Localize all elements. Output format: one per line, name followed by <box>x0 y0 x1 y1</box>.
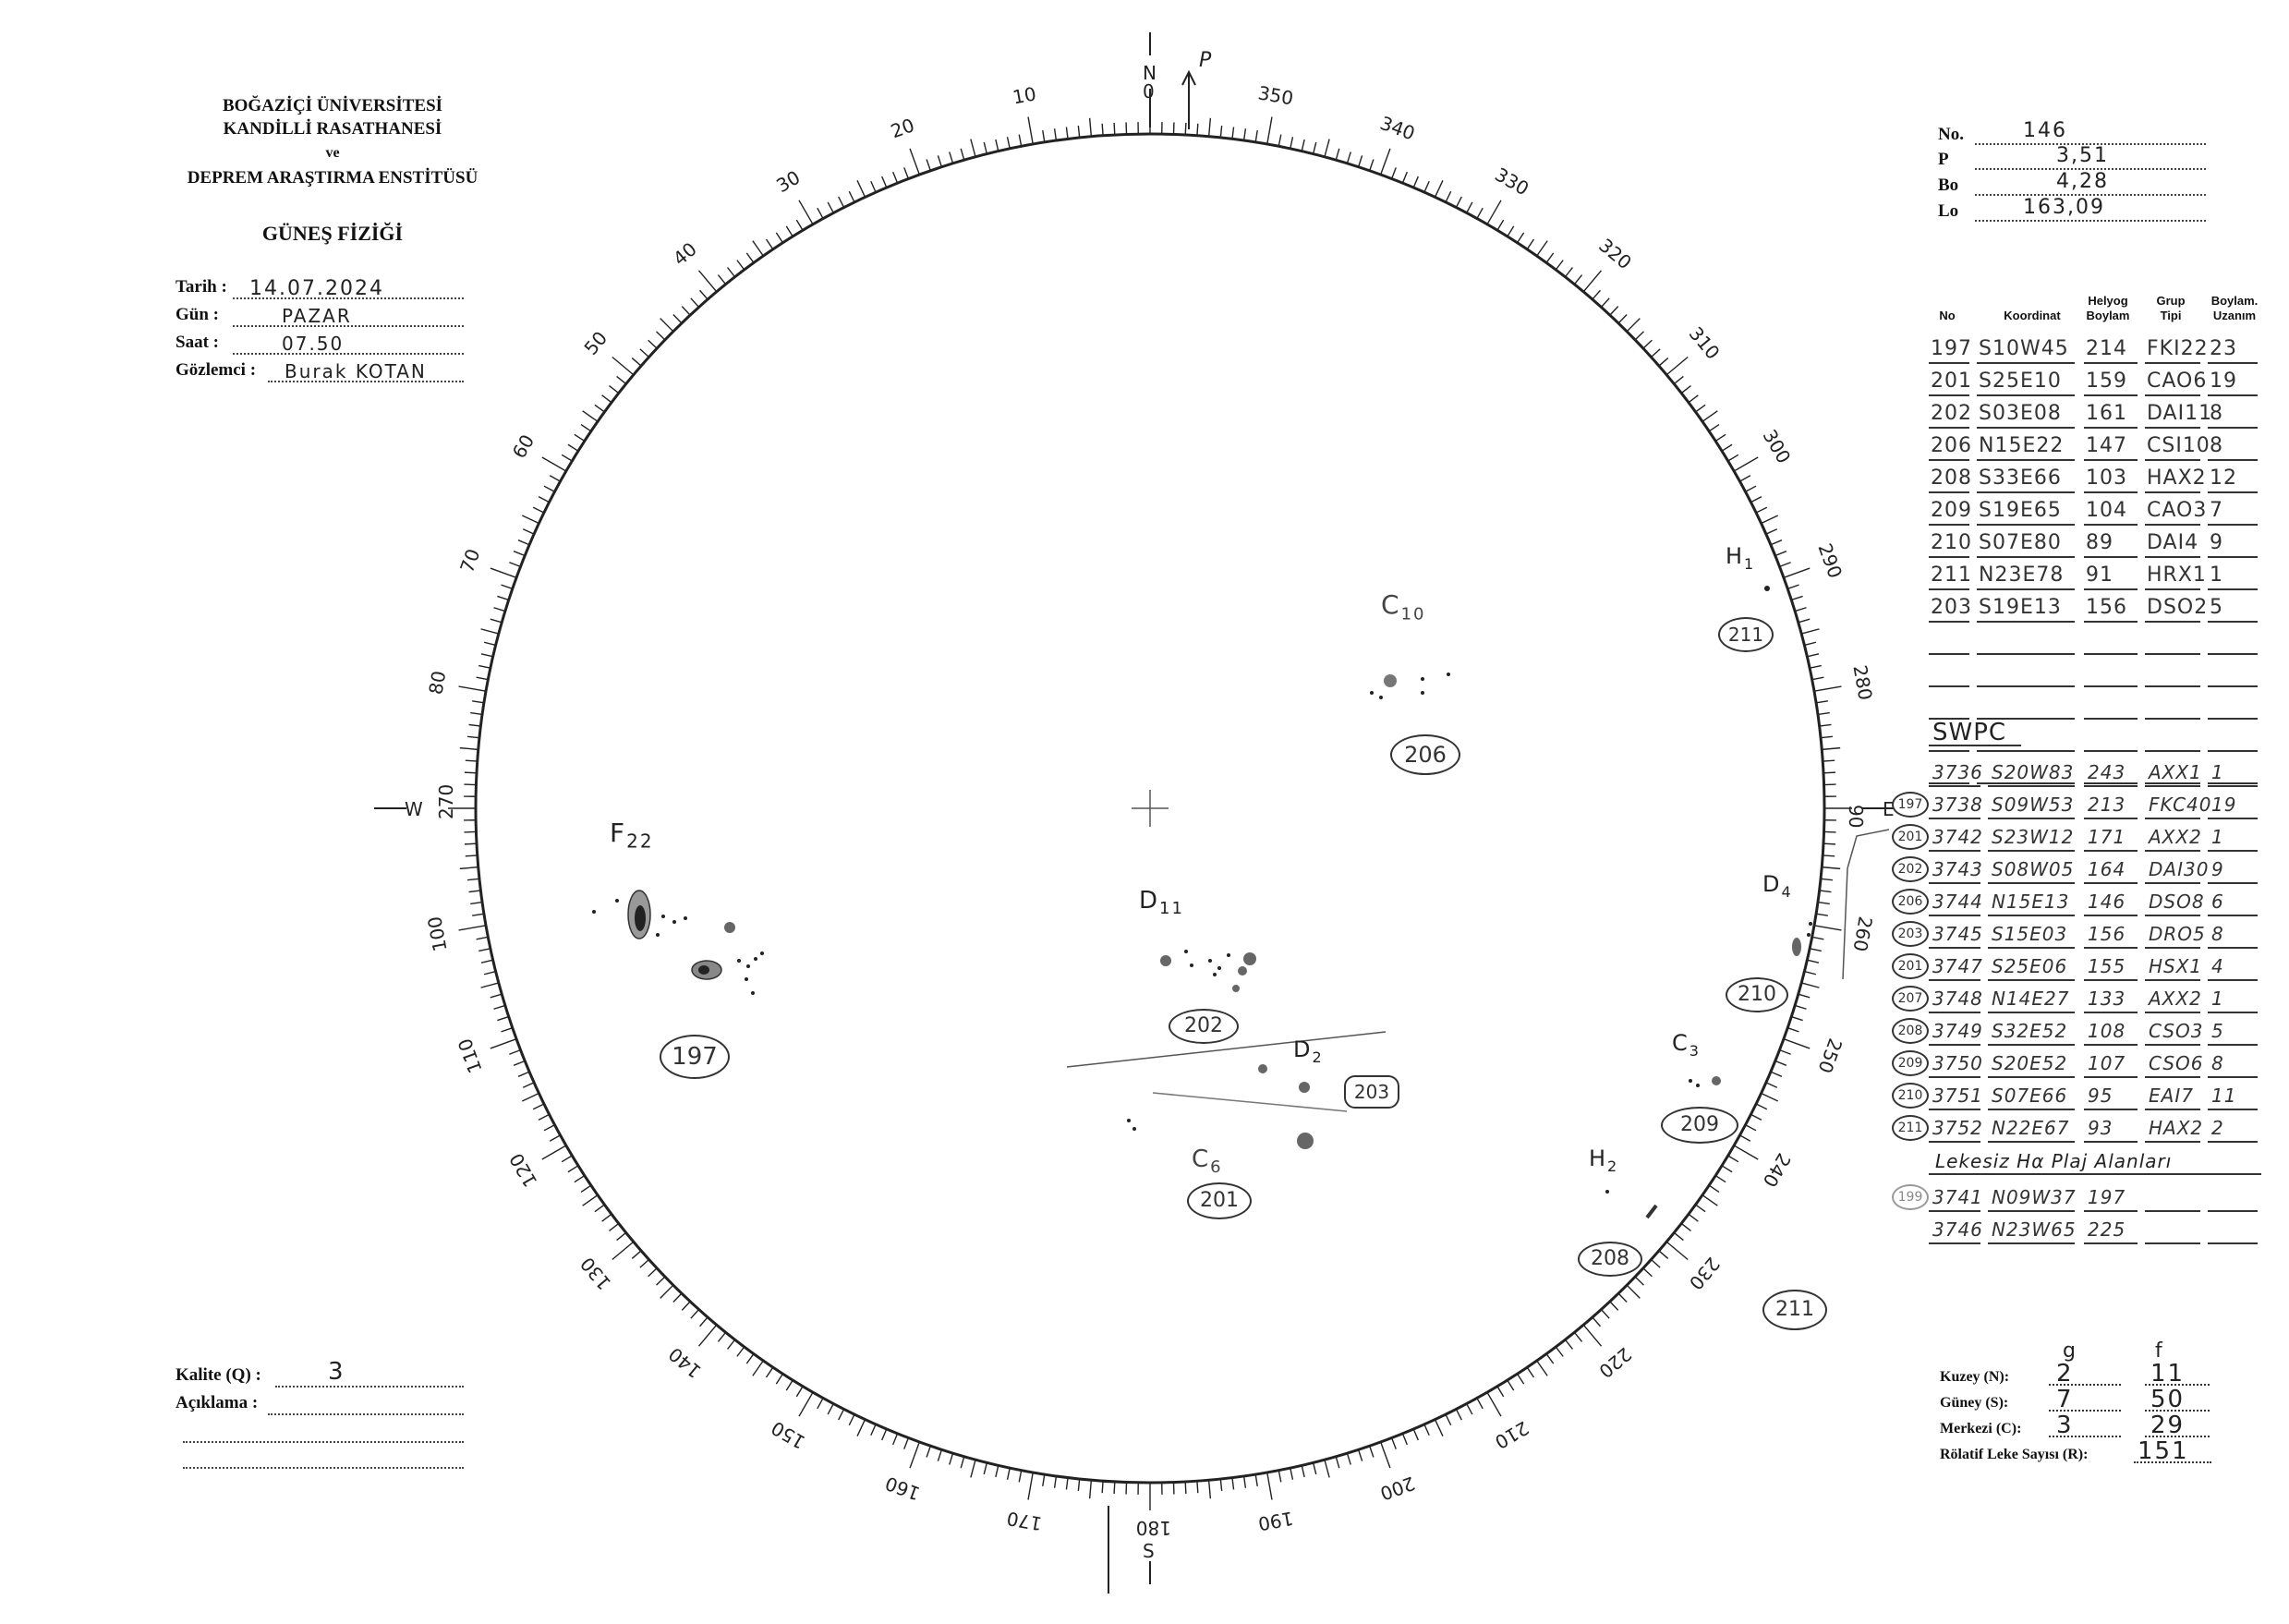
plage-cell-coord: N23W65 <box>1992 1218 2077 1241</box>
relative-number-value: 151 <box>2138 1437 2189 1465</box>
table-cell-ext: 1 <box>2210 564 2223 587</box>
col-no-header: No <box>1939 309 1956 322</box>
group-id-202: 202 <box>1169 1009 1239 1044</box>
swpc-cell-lon: 171 <box>2088 826 2126 848</box>
lo-label: Lo <box>1938 201 1959 221</box>
class-label-206: $C_{10}$ <box>1381 589 1426 624</box>
bo-label: Bo <box>1938 176 1959 195</box>
swpc-row <box>1897 820 2261 852</box>
degree-label: 160 <box>881 1472 924 1506</box>
date-value: 14.07.2024 <box>249 277 384 300</box>
group-id-211-east: 211 <box>1762 1290 1827 1330</box>
swpc-row <box>1897 982 2261 1013</box>
swpc-cell-ext: 19 <box>2211 794 2237 816</box>
swpc-cell-no: 3749 <box>1932 1020 1983 1042</box>
swpc-cell-no: 3750 <box>1932 1052 1983 1074</box>
relative-number-row <box>1940 1437 2263 1471</box>
table-cell-coord: N23E78 <box>1979 564 2065 587</box>
group-id-210: 210 <box>1726 977 1788 1012</box>
no-label: No. <box>1938 125 1964 144</box>
group-id-209: 209 <box>1661 1107 1738 1144</box>
swpc-ref-badge: 197 <box>1892 792 1929 818</box>
counts-f-label: f <box>2155 1339 2164 1363</box>
col-lon-header: Helyog Boylam <box>2086 294 2130 322</box>
table-row <box>1929 365 2261 396</box>
sunspot-group-203 <box>1067 1032 1386 1111</box>
sunspot-group-209 <box>1689 1076 1721 1087</box>
swpc-cell-no: 3743 <box>1932 858 1983 880</box>
swpc-ref-badge: 211 <box>1892 1115 1929 1141</box>
swpc-row <box>1897 853 2261 884</box>
center-count-row <box>1940 1412 2263 1445</box>
plage-row <box>1929 1213 2261 1244</box>
table-cell-type: DSO2 <box>2147 596 2209 619</box>
swpc-cell-lon: 213 <box>2088 794 2126 816</box>
table-row <box>1929 397 2261 429</box>
col-type-header: Grup Tipi <box>2156 294 2186 322</box>
degree-label: 260 <box>1848 915 1877 953</box>
swpc-cell-ext: 9 <box>2211 858 2224 880</box>
degree-label: 170 <box>1005 1507 1044 1535</box>
table-cell-lon: 156 <box>2086 596 2127 619</box>
note-label: Açıklama : <box>176 1393 259 1412</box>
table-cell-ext: 5 <box>2210 596 2223 619</box>
swpc-cell-coord: S07E66 <box>1992 1085 2068 1107</box>
swpc-cell-coord: S32E52 <box>1992 1020 2068 1042</box>
swpc-cell-ext: 6 <box>2211 891 2224 913</box>
group-id-211: 211 <box>1718 617 1774 652</box>
swpc-cell-coord: S15E03 <box>1992 923 2068 945</box>
bo-value: 4,28 <box>2056 170 2109 193</box>
table-cell-coord: S10W45 <box>1979 337 2069 360</box>
quality-value: 3 <box>328 1358 345 1386</box>
swpc-cell-coord: S09W53 <box>1992 794 2075 816</box>
table-row <box>1929 688 2261 720</box>
sunspot-group-202 <box>1160 950 1256 992</box>
swpc-cell-type: AXX2 <box>2149 988 2202 1010</box>
table-cell-ext: 12 <box>2210 467 2237 490</box>
class-label-208: $H_2$ <box>1589 1145 1619 1175</box>
swpc-cell-ext: 2 <box>2211 1117 2224 1139</box>
table-cell-type: CAO3 <box>2147 499 2208 522</box>
degree-label: 230 <box>1684 1253 1725 1294</box>
plage-cell-lon: 225 <box>2088 1218 2126 1241</box>
degree-label: 10 <box>1011 82 1038 109</box>
south-count-row <box>1940 1386 2263 1419</box>
swpc-cell-type: HAX2 <box>2149 1117 2204 1139</box>
swpc-cell-coord: S08W05 <box>1992 858 2075 880</box>
group-id-206: 206 <box>1390 734 1460 775</box>
east-degree: 90 <box>1845 805 1867 829</box>
north-g: 2 <box>2056 1360 2074 1388</box>
degree-label: 280 <box>1848 663 1877 702</box>
observer-label: Gözlemci : <box>176 360 257 380</box>
table-cell-lon: 161 <box>2086 402 2127 425</box>
swpc-cell-coord: N15E13 <box>1992 891 2070 913</box>
table-row <box>1929 656 2261 687</box>
south-label: Güney (S): <box>1940 1395 2009 1411</box>
date-label: Tarih : <box>176 277 227 297</box>
table-row <box>1929 624 2261 655</box>
swpc-cell-lon: 164 <box>2088 858 2126 880</box>
sunspot-group-211 <box>1764 586 1770 591</box>
institution-name: BOĞAZİÇİ ÜNİVERSİTESİ <box>222 96 443 115</box>
center-f: 29 <box>2150 1412 2186 1439</box>
table-cell-lon: 89 <box>2086 531 2113 554</box>
degree-label: 140 <box>664 1342 706 1383</box>
degree-label: 70 <box>455 545 485 576</box>
north-zero: 0 <box>1143 80 1155 103</box>
swpc-cell-type: AXX1 <box>2149 761 2202 783</box>
swpc-row <box>1897 1014 2261 1046</box>
table-cell-no: 209 <box>1931 499 1972 522</box>
degree-label: 330 <box>1491 163 1533 200</box>
table-cell-type: FKI22 <box>2147 337 2209 360</box>
east-letter: E <box>1883 798 1895 820</box>
plage-cell-no: 3741 <box>1932 1186 1983 1208</box>
table-row <box>1929 494 2261 526</box>
swpc-cell-ext: 4 <box>2211 955 2224 977</box>
table-cell-type: CSI10 <box>2147 434 2210 457</box>
table-cell-type: HAX2 <box>2147 467 2207 490</box>
swpc-cell-no: 3744 <box>1932 891 1983 913</box>
swpc-ref-badge: 210 <box>1892 1083 1929 1109</box>
swpc-cell-coord: N22E67 <box>1992 1117 2070 1139</box>
table-cell-ext: 9 <box>2210 531 2223 554</box>
swpc-ref-badge: 201 <box>1892 953 1929 979</box>
swpc-cell-no: 3738 <box>1932 794 1983 816</box>
swpc-cell-type: DAI30 <box>2149 858 2210 880</box>
institute-name: DEPREM ARAŞTIRMA ENSTİTÜSÜ <box>187 168 478 188</box>
table-cell-type: HRX1 <box>2147 564 2207 587</box>
class-label-197: $F_{22}$ <box>610 818 654 853</box>
table-cell-coord: S07E80 <box>1979 531 2062 554</box>
swpc-cell-type: FKC40 <box>2149 794 2212 816</box>
degree-label: 40 <box>668 237 701 271</box>
degree-label: 250 <box>1813 1035 1847 1077</box>
swpc-ref-badge: 201 <box>1892 824 1929 850</box>
degree-label: 60 <box>507 430 539 463</box>
table-cell-no: 203 <box>1931 596 1972 619</box>
swpc-row <box>1897 1079 2261 1110</box>
counts-g-label: g <box>2063 1339 2077 1363</box>
table-cell-no: 206 <box>1931 434 1972 457</box>
degree-label: 290 <box>1813 539 1847 582</box>
south-g: 7 <box>2056 1386 2074 1413</box>
swpc-row <box>1897 1111 2261 1143</box>
swpc-cell-ext: 1 <box>2211 761 2224 783</box>
swpc-ref-badge: 206 <box>1892 889 1929 915</box>
swpc-row <box>1897 917 2261 949</box>
table-cell-coord: S19E65 <box>1979 499 2062 522</box>
swpc-cell-no: 3748 <box>1932 988 1983 1010</box>
class-label-209: $C_3$ <box>1672 1030 1701 1060</box>
table-cell-coord: N15E22 <box>1979 434 2065 457</box>
col-ext-header: Boylam. Uzanım <box>2210 294 2259 322</box>
swpc-cell-type: CSO3 <box>2149 1020 2204 1042</box>
table-cell-lon: 214 <box>2086 337 2127 360</box>
group-id-197: 197 <box>660 1035 730 1079</box>
swpc-cell-ext: 8 <box>2211 923 2224 945</box>
swpc-title: SWPC <box>1932 719 2007 746</box>
table-cell-no: 210 <box>1931 531 1972 554</box>
swpc-cell-lon: 146 <box>2088 891 2126 913</box>
group-id-208: 208 <box>1578 1242 1642 1277</box>
swpc-cell-coord: S23W12 <box>1992 826 2075 848</box>
table-cell-ext: 8 <box>2210 434 2223 457</box>
degree-label: 20 <box>887 114 918 143</box>
south-letter: S <box>1143 1540 1155 1562</box>
table-row <box>1929 333 2261 364</box>
swpc-cell-no: 3752 <box>1932 1117 1983 1139</box>
table-cell-coord: S33E66 <box>1979 467 2062 490</box>
plage-ref-badge: 199 <box>1892 1184 1929 1210</box>
lo-field <box>1938 196 2215 225</box>
degree-label: 100 <box>423 915 452 953</box>
swpc-cell-coord: S25E06 <box>1992 955 2068 977</box>
degree-label: 210 <box>1491 1416 1533 1454</box>
plage-cell-lon: 197 <box>2088 1186 2126 1208</box>
degree-label: 110 <box>453 1035 487 1077</box>
table-cell-lon: 103 <box>2086 467 2127 490</box>
swpc-cell-no: 3751 <box>1932 1085 1983 1107</box>
table-cell-coord: S19E13 <box>1979 596 2062 619</box>
swpc-cell-no: 3742 <box>1932 826 1983 848</box>
no-value: 146 <box>2023 119 2067 142</box>
table-cell-no: 211 <box>1931 564 1972 587</box>
swpc-row <box>1897 1047 2261 1078</box>
swpc-cell-lon: 243 <box>2088 761 2126 783</box>
table-cell-type: DAI11 <box>2147 402 2213 425</box>
swpc-cell-type: HSX1 <box>2149 955 2203 977</box>
west-letter: W <box>405 798 423 820</box>
time-value: 07.50 <box>282 333 345 355</box>
degree-label: 130 <box>575 1253 616 1294</box>
section-title: GÜNEŞ FİZİĞİ <box>261 222 404 245</box>
swpc-ref-badge: 208 <box>1892 1018 1929 1044</box>
plage-cell-no: 3746 <box>1932 1218 1983 1241</box>
table-row <box>1929 462 2261 493</box>
p-value: 3,51 <box>2056 144 2109 167</box>
swpc-cell-no: 3747 <box>1932 955 1983 977</box>
observer-value: Burak KOTAN <box>285 360 427 382</box>
swpc-cell-coord: N14E27 <box>1992 988 2070 1010</box>
swpc-cell-type: DRO5 <box>2149 923 2206 945</box>
table-cell-ext: 7 <box>2210 499 2223 522</box>
sunspot-group-208 <box>1605 1190 1656 1218</box>
time-label: Saat : <box>176 333 219 352</box>
swpc-cell-coord: S20W83 <box>1992 761 2075 783</box>
table-row <box>1929 527 2261 558</box>
lo-value: 163,09 <box>2023 196 2105 219</box>
center-g: 3 <box>2056 1412 2074 1439</box>
degree-label: 320 <box>1594 234 1636 274</box>
swpc-row <box>1929 756 2261 787</box>
table-cell-no: 208 <box>1931 467 1972 490</box>
swpc-cell-lon: 133 <box>2088 988 2126 1010</box>
north-letter: N <box>1143 62 1157 84</box>
table-cell-no: 197 <box>1931 337 1972 360</box>
col-coord-header: Koordinat <box>2004 309 2061 322</box>
swpc-cell-lon: 93 <box>2088 1117 2113 1139</box>
swpc-ref-badge: 209 <box>1892 1050 1929 1076</box>
table-cell-lon: 91 <box>2086 564 2113 587</box>
swpc-cell-lon: 108 <box>2088 1020 2126 1042</box>
degree-label: 30 <box>772 165 805 198</box>
degree-label: 220 <box>1594 1342 1636 1383</box>
degree-label: 80 <box>424 669 451 697</box>
pole-label: P <box>1199 49 1212 72</box>
plage-note: Lekesiz Hα Plaj Alanları <box>1935 1150 2173 1172</box>
table-cell-ext: 23 <box>2210 337 2237 360</box>
swpc-row <box>1897 885 2261 916</box>
swpc-row <box>1897 788 2261 819</box>
swpc-cell-ext: 5 <box>2211 1020 2224 1042</box>
group-id-203: 203 <box>1344 1075 1399 1109</box>
table-cell-no: 201 <box>1931 370 1972 393</box>
table-row <box>1929 559 2261 590</box>
class-label-202: $D_{11}$ <box>1139 887 1184 919</box>
swpc-cell-lon: 155 <box>2088 955 2126 977</box>
table-row <box>1929 591 2261 623</box>
p-label: P <box>1938 150 1949 169</box>
table-cell-lon: 147 <box>2086 434 2127 457</box>
table-cell-lon: 104 <box>2086 499 2127 522</box>
north-f: 11 <box>2150 1360 2186 1388</box>
center-label: Merkezi (C): <box>1940 1421 2022 1436</box>
table-cell-no: 202 <box>1931 402 1972 425</box>
degree-label: 150 <box>767 1416 809 1454</box>
degree-label: 310 <box>1684 322 1725 364</box>
relative-number-label: Rölatif Leke Sayısı (R): <box>1940 1447 2089 1462</box>
swpc-cell-ext: 11 <box>2211 1085 2237 1107</box>
table-cell-type: DAI4 <box>2147 531 2199 554</box>
table-cell-coord: S25E10 <box>1979 370 2062 393</box>
swpc-cell-lon: 156 <box>2088 923 2126 945</box>
sunspot-group-206 <box>1370 673 1450 699</box>
south-f: 50 <box>2150 1386 2186 1413</box>
table-cell-ext: 19 <box>2210 370 2237 393</box>
class-label-203: $D_2$ <box>1293 1036 1324 1066</box>
header-conjunction: ve <box>325 145 340 161</box>
degree-label: 50 <box>579 326 612 359</box>
plage-cell-coord: N09W37 <box>1992 1186 2077 1208</box>
degree-label: 120 <box>504 1149 542 1192</box>
sunspot-group-197 <box>592 891 764 995</box>
south-degree: 180 <box>1135 1517 1171 1539</box>
degree-label: 350 <box>1256 81 1295 110</box>
west-degree: 270 <box>435 783 457 819</box>
swpc-cell-lon: 107 <box>2088 1052 2126 1074</box>
degree-label: 240 <box>1758 1149 1796 1192</box>
swpc-ref-badge: 203 <box>1892 921 1929 947</box>
table-cell-coord: S03E08 <box>1979 402 2062 425</box>
day-label: Gün : <box>176 305 219 324</box>
table-cell-lon: 159 <box>2086 370 2127 393</box>
day-value: PAZAR <box>282 305 352 327</box>
swpc-cell-coord: S20E52 <box>1992 1052 2068 1074</box>
degree-label: 340 <box>1376 111 1419 145</box>
class-label-210: $D_4$ <box>1762 871 1793 901</box>
table-cell-type: CAO6 <box>2147 370 2208 393</box>
degree-label: 190 <box>1256 1507 1295 1535</box>
swpc-cell-type: CSO6 <box>2149 1052 2204 1074</box>
swpc-cell-ext: 1 <box>2211 988 2224 1010</box>
class-label-211: $H_1$ <box>1726 543 1756 573</box>
swpc-cell-type: EAI7 <box>2149 1085 2194 1107</box>
swpc-row <box>1897 950 2261 981</box>
table-cell-ext: 8 <box>2210 402 2223 425</box>
north-count-row <box>1940 1360 2263 1393</box>
north-label: Kuzey (N): <box>1940 1369 2010 1385</box>
swpc-cell-ext: 1 <box>2211 826 2224 848</box>
swpc-cell-ext: 8 <box>2211 1052 2224 1074</box>
degree-label: 300 <box>1758 425 1796 467</box>
swpc-ref-badge: 202 <box>1892 856 1929 882</box>
plage-row <box>1897 1181 2261 1212</box>
swpc-cell-lon: 95 <box>2088 1085 2113 1107</box>
swpc-ref-badge: 207 <box>1892 986 1929 1012</box>
swpc-cell-no: 3736 <box>1932 761 1983 783</box>
group-id-201: 201 <box>1187 1182 1252 1219</box>
swpc-cell-type: DSO8 <box>2149 891 2205 913</box>
observatory-name: KANDİLLİ RASATHANESİ <box>223 119 442 139</box>
quality-label: Kalite (Q) : <box>176 1365 261 1385</box>
swpc-cell-type: AXX2 <box>2149 826 2202 848</box>
class-label-201: $C_6$ <box>1192 1145 1223 1178</box>
degree-label: 200 <box>1376 1472 1419 1506</box>
swpc-cell-no: 3745 <box>1932 923 1983 945</box>
table-row <box>1929 430 2261 461</box>
